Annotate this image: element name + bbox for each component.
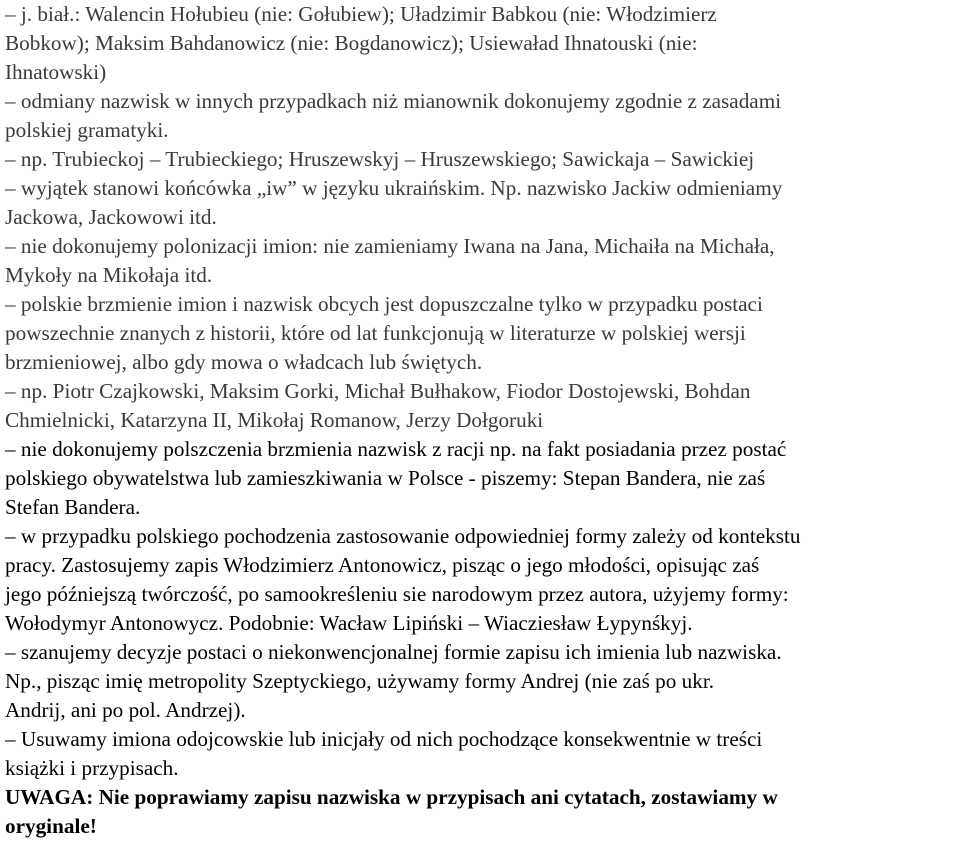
warning-note: [5, 783, 956, 841]
text-line: powszechnie znanych z historii, które od lat funkcjonują w literaturze w polskiej wersji: [5, 321, 746, 345]
text-line: brzmieniowej, albo gdy mowa o władcach lub świętych.: [5, 350, 483, 374]
text-line: UWAGA: Nie poprawiamy zapisu nazwiska w przypisach ani cytatach, zostawiamy w: [5, 785, 778, 809]
text-line: polskiej gramatyki.: [5, 118, 169, 142]
text-line: Bobkow); Maksim Bahdanowicz (nie: Bogdanowicz); Usiewaład Ihnatouski (nie:: [5, 31, 698, 55]
text-line: – Usuwamy imiona odojcowskie lub inicjały od nich pochodzące konsekwentnie w treści: [5, 727, 763, 751]
text-line: Andrij, ani po pol. Andrzej).: [5, 698, 246, 722]
text-line: Stefan Bandera.: [5, 495, 141, 519]
paragraph-declension-examples: [5, 145, 956, 174]
paragraph-belarusian-names: [5, 0, 956, 87]
paragraph-polish-sound: [5, 290, 956, 377]
text-line: – wyjątek stanowi końcówka „iw” w języku ukraińskim. Np. nazwisko Jackiw odmieniamy: [5, 176, 783, 200]
text-line: Ihnatowski): [5, 60, 107, 84]
text-line: – nie dokonujemy polonizacji imion: nie zamieniamy Iwana na Jana, Michaiła na Michała,: [5, 234, 775, 258]
paragraph-famous-examples: [5, 377, 956, 435]
text-line: – np. Piotr Czajkowski, Maksim Gorki, Michał Bułhakow, Fiodor Dostojewski, Bohdan: [5, 379, 751, 403]
text-line: Chmielnicki, Katarzyna II, Mikołaj Romanow, Jerzy Dołgoruki: [5, 408, 544, 432]
text-line: – odmiany nazwisk w innych przypadkach niż mianownik dokonujemy zgodnie z zasadami: [5, 89, 782, 113]
text-line: polskiego obywatelstwa lub zamieszkiwania w Polsce - piszemy: Stepan Bandera, nie zaś: [5, 466, 766, 490]
text-line: Mykoły na Mikołaja itd.: [5, 263, 213, 287]
paragraph-iw-exception: [5, 174, 956, 232]
paragraph-unconventional-spelling: [5, 638, 956, 725]
paragraph-polish-origin: [5, 522, 956, 638]
text-line: Np., pisząc imię metropolity Szeptyckiego, używamy formy Andrej (nie zaś po ukr.: [5, 669, 715, 693]
paragraph-no-polonization: [5, 232, 956, 290]
text-line: jego późniejszą twórczość, po samookreśleniu sie narodowym przez autora, użyjemy formy:: [5, 582, 789, 606]
text-line: oryginale!: [5, 814, 97, 838]
text-line: – nie dokonujemy polszczenia brzmienia nazwisk z racji np. na fakt posiadania przez postać: [5, 437, 787, 461]
paragraph-no-polishing: [5, 435, 956, 522]
text-line: – np. Trubieckoj – Trubieckiego; Hruszewskyj – Hruszewskiego; Sawickaja – Sawickiej: [5, 147, 755, 171]
text-line: – w przypadku polskiego pochodzenia zastosowanie odpowiedniej formy zależy od kontekstu: [5, 524, 801, 548]
text-line: książki i przypisach.: [5, 756, 179, 780]
text-line: Wołodymyr Antonowycz. Podobnie: Wacław Lipiński – Wiacziesław Łypynśkyj.: [5, 611, 693, 635]
paragraph-declension-rule: [5, 87, 956, 145]
text-line: – polskie brzmienie imion i nazwisk obcych jest dopuszczalne tylko w przypadku postaci: [5, 292, 763, 316]
text-line: Jackowa, Jackowowi itd.: [5, 205, 217, 229]
text-line: pracy. Zastosujemy zapis Włodzimierz Antonowicz, pisząc o jego młodości, opisując zaś: [5, 553, 760, 577]
text-line: – szanujemy decyzje postaci o niekonwencjonalnej formie zapisu ich imienia lub nazwiska.: [5, 640, 782, 664]
paragraph-patronymics: [5, 725, 956, 783]
text-line: – j. biał.: Walencin Hołubieu (nie: Gołubiew); Uładzimir Babkou (nie: Włodzimierz: [5, 2, 717, 26]
